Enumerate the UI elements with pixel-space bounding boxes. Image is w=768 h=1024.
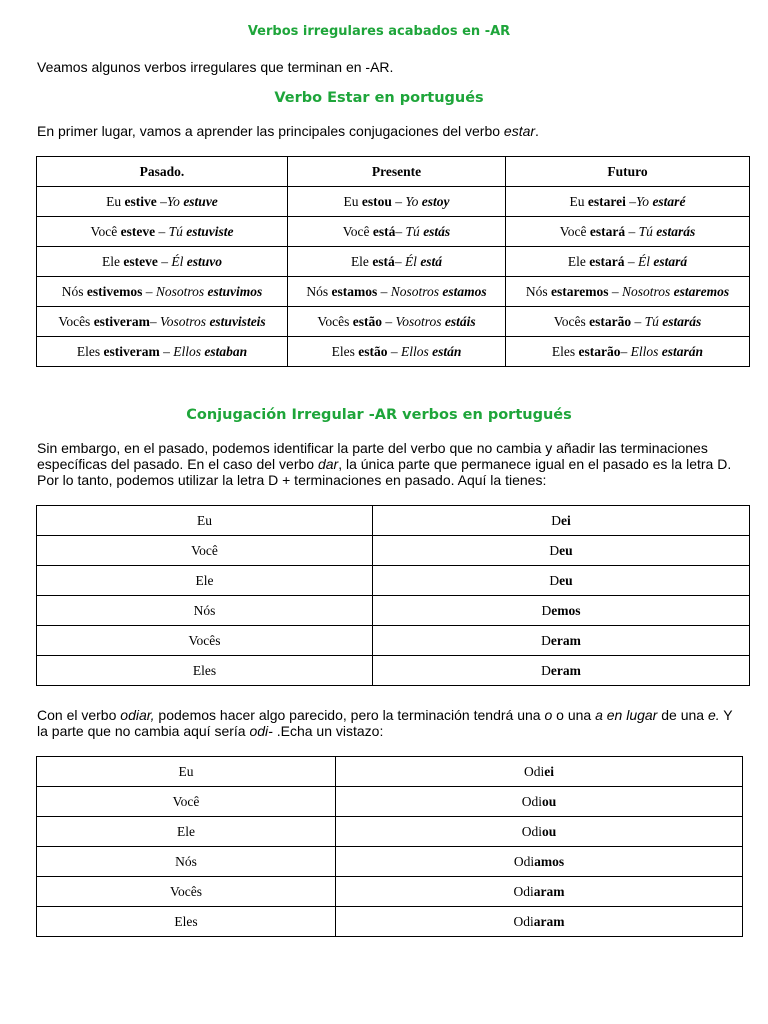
table-row (37, 596, 750, 626)
table-cell: Ele está– Él está (288, 247, 506, 277)
dar-paragraph: Sin embargo, en el pasado, podemos identificar la parte del verbo que no cambia y añadir las terminaciones específicas del pasado. En el caso del verbo dar, la única parte que permanece igual en el pasado es la letra D. Por lo tanto, podemos utilizar la letra D + terminaciones en pasado. Aquí la tienes: (37, 440, 732, 488)
header-presente: Presente (288, 157, 506, 187)
verb-cell: Odiou (336, 817, 743, 847)
odiar-paragraph: Con el verbo odiar, podemos hacer algo parecido, pero la terminación tendrá una o o una a en lugar de una e. Y la parte que no cambia aquí sería odi- .Echa un vistazo: (37, 707, 733, 739)
verb-cell: Odiaram (336, 877, 743, 907)
dar-conjugation-table (36, 505, 750, 686)
pronoun-cell: Você (37, 787, 336, 817)
table-row (37, 626, 750, 656)
table-row (37, 536, 750, 566)
section-heading-irregular: Conjugación Irregular -AR verbos en portugués (186, 407, 572, 423)
table-cell: Eles estarão– Ellos estarán (506, 337, 750, 367)
section-heading-estar: Verbo Estar en portugués (274, 90, 484, 106)
verb-cell: Odiaram (336, 907, 743, 937)
table-cell: Você esteve – Tú estuviste (37, 217, 288, 247)
table-row (37, 217, 750, 247)
table-cell: Você estará – Tú estarás (506, 217, 750, 247)
verb-cell: Deu (373, 566, 750, 596)
table-cell: Eles estiveram – Ellos estaban (37, 337, 288, 367)
header-futuro: Futuro (506, 157, 750, 187)
table-row (37, 847, 743, 877)
table-cell: Vocês estão – Vosotros estáis (288, 307, 506, 337)
pronoun-cell: Eles (37, 656, 373, 686)
table-cell: Nós estivemos – Nosotros estuvimos (37, 277, 288, 307)
table-cell: Nós estamos – Nosotros estamos (288, 277, 506, 307)
pronoun-cell: Eu (37, 757, 336, 787)
table-row (37, 817, 743, 847)
verb-cell: Odiamos (336, 847, 743, 877)
table-cell: Vocês estiveram– Vosotros estuvisteis (37, 307, 288, 337)
header-pasado: Pasado. (37, 157, 288, 187)
table-row (37, 757, 743, 787)
odiar-conjugation-table (36, 756, 743, 937)
table-row (37, 907, 743, 937)
verb-cell: Dei (373, 506, 750, 536)
verb-cell: Odiou (336, 787, 743, 817)
document-title: Verbos irregulares acabados en -AR (247, 24, 511, 39)
pronoun-cell: Você (37, 536, 373, 566)
pronoun-cell: Vocês (37, 626, 373, 656)
verb-cell: Deram (373, 656, 750, 686)
estar-intro-verb: estar (503, 123, 536, 139)
verb-cell: Demos (373, 596, 750, 626)
pronoun-cell: Ele (37, 566, 373, 596)
table-row (37, 877, 743, 907)
table-header-row (37, 157, 750, 187)
table-cell: Você está– Tú estás (288, 217, 506, 247)
table-row (37, 277, 750, 307)
table-row (37, 337, 750, 367)
pronoun-cell: Nós (37, 596, 373, 626)
pronoun-cell: Ele (37, 817, 336, 847)
intro-paragraph: Veamos algunos verbos irregulares que terminan en -AR. (37, 59, 394, 75)
verb-cell: Deram (373, 626, 750, 656)
table-row (37, 656, 750, 686)
table-cell: Vocês estarão – Tú estarás (506, 307, 750, 337)
table-cell: Ele esteve – Él estuvo (37, 247, 288, 277)
table-cell: Eu estou – Yo estoy (288, 187, 506, 217)
estar-intro-paragraph (37, 123, 737, 139)
table-row (37, 307, 750, 337)
table-row (37, 506, 750, 536)
table-row (37, 566, 750, 596)
table-row (37, 187, 750, 217)
estar-intro-text: En primer lugar, vamos a aprender las principales conjugaciones del verbo (37, 123, 504, 139)
table-row (37, 787, 743, 817)
estar-intro-end: . (535, 123, 539, 139)
pronoun-cell: Eu (37, 506, 373, 536)
table-cell: Ele estará – Él estará (506, 247, 750, 277)
estar-conjugation-table (36, 156, 750, 367)
pronoun-cell: Eles (37, 907, 336, 937)
table-cell: Eu estarei –Yo estaré (506, 187, 750, 217)
table-row (37, 247, 750, 277)
table-cell: Nós estaremos – Nosotros estaremos (506, 277, 750, 307)
pronoun-cell: Nós (37, 847, 336, 877)
pronoun-cell: Vocês (37, 877, 336, 907)
table-cell: Eles estão – Ellos están (288, 337, 506, 367)
table-cell: Eu estive –Yo estuve (37, 187, 288, 217)
verb-cell: Odiei (336, 757, 743, 787)
verb-cell: Deu (373, 536, 750, 566)
